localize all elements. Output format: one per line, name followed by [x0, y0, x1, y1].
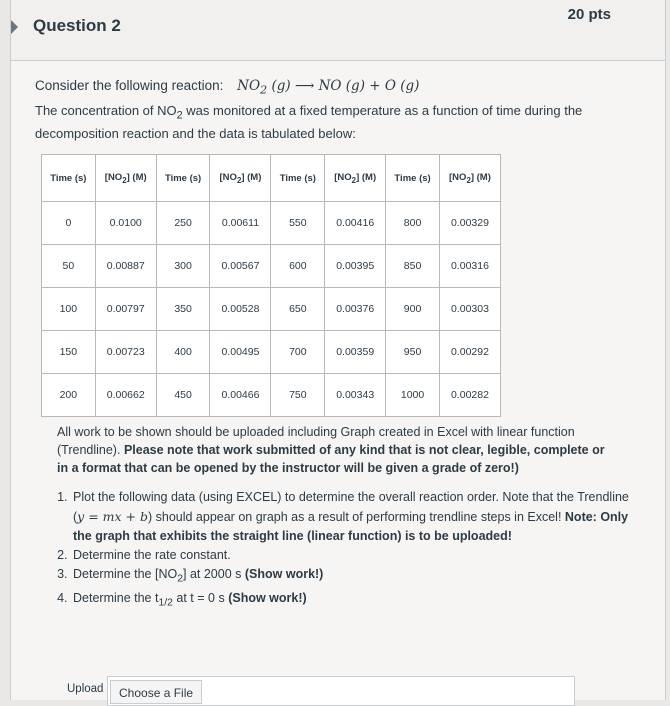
- table-cell: 600: [271, 245, 325, 288]
- table-header: $[NO_2]$ (M): [439, 155, 500, 202]
- table-row: [42, 202, 501, 245]
- question-card: [10, 0, 666, 700]
- question-header: [11, 0, 665, 61]
- table-cell: 0.00567: [210, 245, 271, 288]
- table-row: [42, 288, 501, 331]
- upload-label: Upload: [67, 683, 104, 695]
- task-list: [45, 488, 641, 612]
- table-cell: 50: [42, 245, 96, 288]
- list-item: 4. Determine the $t_{1/2}$ at t = 0 s (Show work!): [71, 589, 641, 613]
- table-cell: 850: [386, 245, 440, 288]
- table-cell: 200: [42, 374, 96, 417]
- table-row: [42, 374, 501, 417]
- table-cell: 450: [156, 374, 210, 417]
- table-cell: 0.00329: [439, 202, 500, 245]
- table-cell: 0.00797: [95, 288, 156, 331]
- question-description: The concentration of $NO_2$ was monitored at a fixed temperature as a function of time during the decomposition reaction and the data is tabulated below:: [35, 103, 583, 141]
- table-cell: 0.00723: [95, 331, 156, 374]
- reaction-equation: $NO_2$ (g) ⟶ NO (g) + O (g): [237, 78, 420, 97]
- table-cell: 0.00887: [95, 245, 156, 288]
- table-row: [42, 331, 501, 374]
- list-item: 3. Determine the $[NO_2]$ at 2000 s (Show work!): [71, 565, 641, 589]
- question-points: 20 pts: [567, 6, 611, 23]
- table-cell: 0.00611: [210, 202, 271, 245]
- table-cell: 700: [271, 331, 325, 374]
- table-header: $[NO_2]$ (M): [210, 155, 271, 202]
- submission-instructions: All work to be shown should be uploaded including Graph created in Excel with linear function (Trendline). Please note that work submitted of any kind that is not clear, legible, complete or in a format that can be opened by the instructor will be given a grade of zero!): [57, 425, 605, 475]
- table-cell: 1000: [386, 374, 440, 417]
- table-header: Time (s): [42, 155, 96, 202]
- table-cell: 0.00343: [325, 374, 386, 417]
- table-cell: 900: [386, 288, 440, 331]
- file-upload-field[interactable]: [107, 676, 575, 706]
- table-cell: 0.00303: [439, 288, 500, 331]
- table-header: $[NO_2]$ (M): [325, 155, 386, 202]
- table-cell: 350: [156, 288, 210, 331]
- table-header: Time (s): [271, 155, 325, 202]
- collapse-chevron-icon[interactable]: [11, 20, 18, 34]
- table-cell: 950: [386, 331, 440, 374]
- question-title: Question 2: [33, 16, 121, 35]
- table-cell: 0.00528: [210, 288, 271, 331]
- table-header: Time (s): [156, 155, 210, 202]
- intro-text: Consider the following reaction:: [35, 78, 224, 93]
- table-cell: 0: [42, 202, 96, 245]
- table-cell: 0.00466: [210, 374, 271, 417]
- choose-file-button[interactable]: Choose a File: [110, 680, 202, 704]
- table-cell: 0.00416: [325, 202, 386, 245]
- table-cell: 400: [156, 331, 210, 374]
- table-header: $[NO_2]$ (M): [95, 155, 156, 202]
- table-cell: 650: [271, 288, 325, 331]
- table-cell: 0.00376: [325, 288, 386, 331]
- table-cell: 0.00316: [439, 245, 500, 288]
- table-cell: 300: [156, 245, 210, 288]
- table-cell: 0.00662: [95, 374, 156, 417]
- table-cell: 800: [386, 202, 440, 245]
- table-header-row: [42, 155, 501, 202]
- table-cell: 0.00282: [439, 374, 500, 417]
- data-table: [41, 154, 501, 417]
- table-cell: 0.00359: [325, 331, 386, 374]
- list-item: 2. Determine the rate constant.: [71, 546, 641, 565]
- reaction-intro: [35, 78, 419, 97]
- table-cell: 150: [42, 331, 96, 374]
- table-row: [42, 245, 501, 288]
- table-cell: 0.00395: [325, 245, 386, 288]
- table-cell: 0.00495: [210, 331, 271, 374]
- table-cell: 750: [271, 374, 325, 417]
- table-cell: 250: [156, 202, 210, 245]
- table-cell: 0.0100: [95, 202, 156, 245]
- table-cell: 100: [42, 288, 96, 331]
- table-cell: 550: [271, 202, 325, 245]
- table-header: Time (s): [386, 155, 440, 202]
- table-cell: 0.00292: [439, 331, 500, 374]
- list-item: 1. Plot the following data (using EXCEL) to determine the overall reaction order. Note that the Trendline (y = mx + b) should appear on graph as a result of performing trendline steps in Excel! Note: Only the graph that exhibits the straight line (linear function) is to be uploaded!: [71, 488, 641, 546]
